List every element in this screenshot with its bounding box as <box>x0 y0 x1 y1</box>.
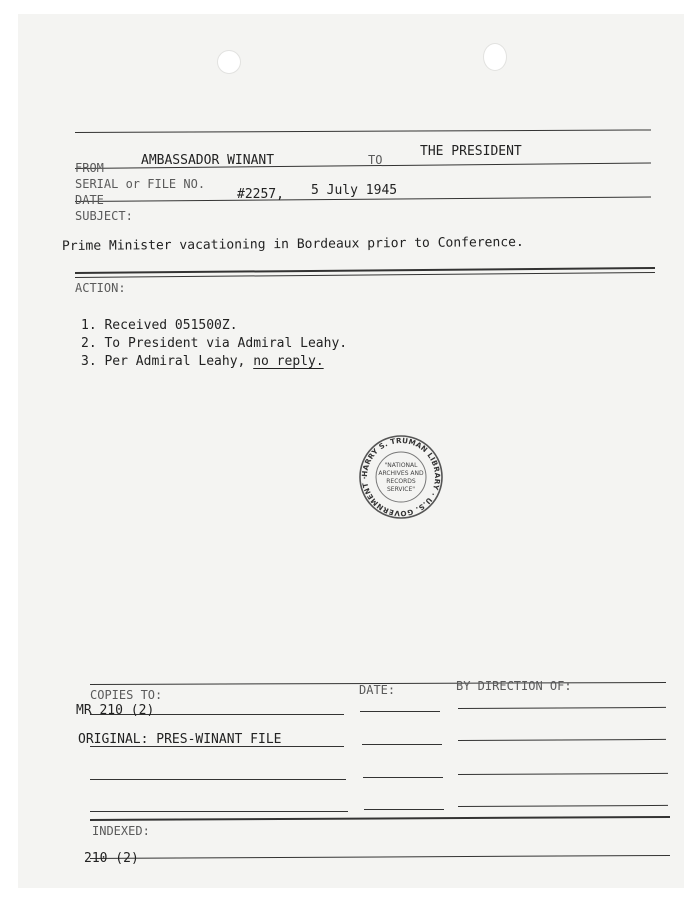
from-value: AMBASSADOR WINANT <box>141 153 275 168</box>
serial-value: #2257, <box>237 187 284 202</box>
copies-label: COPIES TO: <box>90 688 163 702</box>
punch-hole-left <box>217 50 241 74</box>
by-direction-label: BY DIRECTION OF: <box>456 679 572 693</box>
copies-direction-rule <box>458 707 666 709</box>
action-item-1-number: 1. <box>81 318 97 333</box>
date-value: 5 July 1945 <box>311 183 398 198</box>
indexed-top-rule <box>90 816 670 821</box>
blank-date-rule-1 <box>363 777 443 778</box>
from-label: FROM <box>75 161 104 175</box>
serial-label: SERIAL or FILE NO. <box>75 177 206 191</box>
action-item-1-text: Received 051500Z. <box>104 318 238 333</box>
stamp-line-3: RECORDS <box>386 478 416 485</box>
action-item-1 <box>81 319 238 332</box>
subject-value: Prime Minister vacationing in Bordeaux prior to Conference. <box>61 234 524 255</box>
blank-direction-rule-1 <box>458 773 668 775</box>
blank-rule-1 <box>90 779 346 780</box>
action-item-2 <box>81 337 347 350</box>
action-item-2-text: To President via Admiral Leahy. <box>104 336 348 351</box>
blank-date-rule-2 <box>364 809 444 810</box>
action-item-3 <box>81 355 324 368</box>
archive-stamp <box>356 434 446 520</box>
original-direction-rule <box>458 739 666 741</box>
copies-date-rule <box>360 711 440 712</box>
stamp-line-4: SERVICE" <box>386 486 416 493</box>
stamp-ring-text: HARRY S. TRUMAN LIBRARY · U.S. GOVERNMENT · <box>359 435 443 519</box>
to-label: TO <box>368 153 383 167</box>
copies-value: MR 210 (2) <box>76 703 155 718</box>
indexed-value: 210 (2) <box>84 851 139 866</box>
action-label: ACTION: <box>75 281 126 295</box>
punch-hole-right <box>483 43 507 71</box>
memo-form <box>18 14 684 888</box>
blank-direction-rule-2 <box>458 805 668 807</box>
original-value: ORIGINAL: PRES-WINANT FILE <box>78 732 282 747</box>
action-item-3-number: 3. <box>81 354 97 369</box>
stamp-line-1: "NATIONAL <box>384 462 418 469</box>
action-item-3-text: Per Admiral Leahy, <box>104 354 246 369</box>
original-date-rule <box>362 744 442 745</box>
to-value: THE PRESIDENT <box>420 144 522 159</box>
stamp-line-2: ARCHIVES AND <box>378 470 424 477</box>
date-label: DATE <box>75 193 104 207</box>
action-item-2-number: 2. <box>81 336 97 351</box>
action-item-3-underlined: no reply. <box>253 354 324 369</box>
footer-date-label: DATE: <box>359 683 396 697</box>
blank-rule-2 <box>90 811 348 812</box>
top-rule <box>75 129 651 133</box>
indexed-label: INDEXED: <box>92 824 150 838</box>
indexed-bottom-rule <box>90 855 670 859</box>
subject-label: SUBJECT: <box>75 209 133 223</box>
